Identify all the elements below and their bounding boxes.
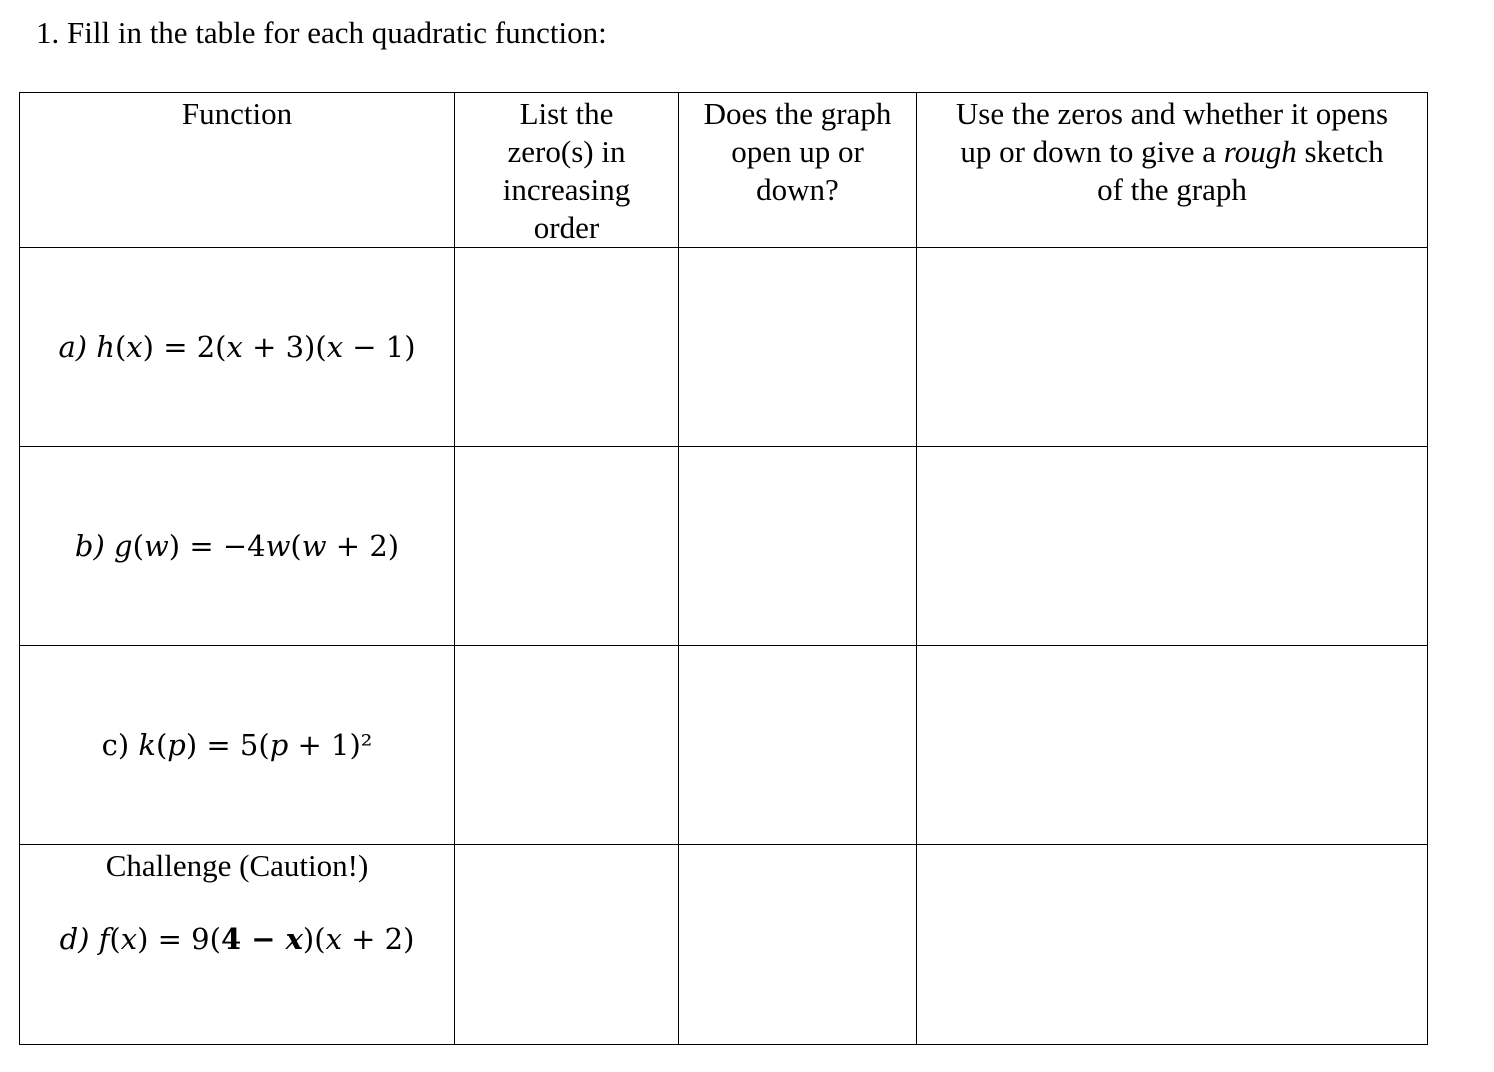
function-d: d) f(x) = 9(4 − x)(x + 2)	[59, 922, 415, 956]
table-header-row	[20, 93, 1428, 248]
header-opens: Does the graph open up or down?	[679, 93, 917, 248]
challenge-label: Challenge (Caution!)	[105, 848, 369, 883]
opens-answer-a[interactable]	[679, 248, 917, 447]
function-cell-c	[20, 646, 455, 845]
opens-answer-b[interactable]	[679, 447, 917, 646]
opens-answer-c[interactable]	[679, 646, 917, 845]
function-cell-b	[20, 447, 455, 646]
sketch-answer-d[interactable]	[917, 845, 1428, 1045]
function-a: a) h(x) = 2(x + 3)(x − 1)	[58, 330, 416, 364]
sketch-answer-b[interactable]	[917, 447, 1428, 646]
table-row	[20, 646, 1428, 845]
opens-answer-d[interactable]	[679, 845, 917, 1045]
function-c: c) k(p) = 5(p + 1)²	[101, 728, 373, 762]
quadratic-table	[19, 92, 1428, 1045]
zeros-answer-a[interactable]	[455, 248, 679, 447]
zeros-answer-b[interactable]	[455, 447, 679, 646]
header-zeros: List the zero(s) in increasing order	[455, 93, 679, 248]
zeros-answer-c[interactable]	[455, 646, 679, 845]
function-b: b) g(w) = −4w(w + 2)	[74, 529, 400, 563]
header-sketch: Use the zeros and whether it opens up or down to give a rough sketch of the graph	[917, 93, 1428, 248]
table-row	[20, 248, 1428, 447]
function-cell-a	[20, 248, 455, 447]
sketch-answer-c[interactable]	[917, 646, 1428, 845]
function-cell-d	[20, 845, 455, 1045]
table-row	[20, 845, 1428, 1045]
table-row	[20, 447, 1428, 646]
header-function: Function	[20, 93, 455, 248]
sketch-answer-a[interactable]	[917, 248, 1428, 447]
question-heading: 1. Fill in the table for each quadratic function:	[36, 15, 607, 50]
zeros-answer-d[interactable]	[455, 845, 679, 1045]
